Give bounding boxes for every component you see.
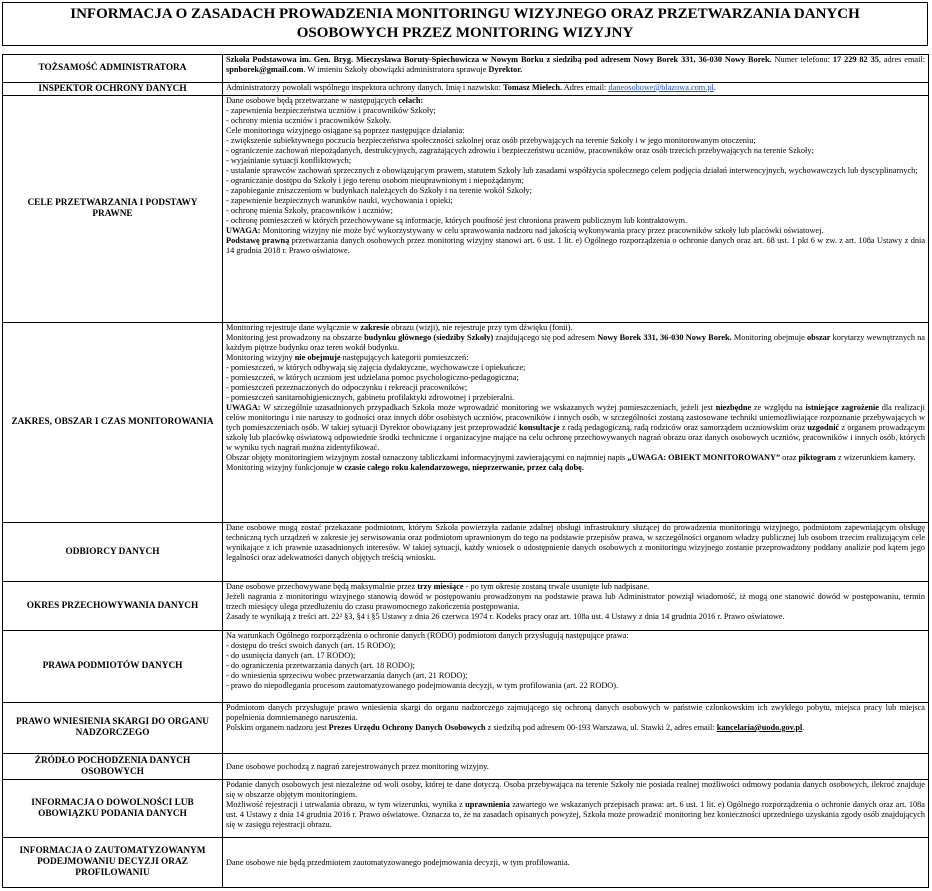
cele-line: - ustalanie sprawców zachowań sprzecznych z obowiązującym prawem, statutem Szkoły lub zasadami współżycia społecznego celem podjęcia działań interwencyjnych, wychowawczych lub dyscyplinarnych; [226,166,918,175]
content-dobrowolnosc [223,780,929,838]
zakres-p2 [226,333,925,353]
cele-uwaga-label: UWAGA: [226,226,261,235]
cele-line: - zwiększenie subiektywnego poczucia bezpieczeństwa społeczności szkolnej oraz osób przebywających na terenie Szkoły i w jego monitorowanym otoczeniu; [226,136,756,145]
zakres-text: z organem prowadzącym szkołę lub placówkę oświatową odpowiednie środki techniczne i organizacyjne mające na celu ochronę przechowywanych nagrań obrazu oraz danych osobowych uczniów, pracowników i innych osób, których w wyniku tych nagrań można zidentyfikować. [226,423,925,452]
admin-name: Szkoła Podstawowa im. Gen. Bryg. Mieczysława Boruty-Spiechowicza w Nowym Borku z siedzibą pod adresem Nowy Borek 331, 36-030 Nowy Borek. [226,55,772,64]
zakres-bold: w czasie całego roku kalendarzowego, nieprzerwanie, przez całą dobę. [336,463,584,472]
cele-line: - zapewnienie bezpiecznych warunków nauki, wychowania i opieki; [226,196,453,205]
admin-phone-prefix: Numer telefonu: [771,55,833,64]
okres-p1 [226,582,925,592]
zakres-text: z wizerunkiem kamery. [835,453,916,462]
iod-end: . [713,83,716,92]
skarga-bold: Prezes Urzędu Ochrony Danych Osobowych [328,723,486,732]
cele-intro-bold: celach: [398,96,424,105]
document [2,2,928,888]
okres-text: Dane osobowe przechowywane będą maksymalnie przez [226,582,418,591]
heading-zakres: ZAKRES, OBSZAR I CZAS MONITOROWANIA [3,323,223,523]
cele-line: - wyjaśnianie sytuacji konfliktowych; [226,156,352,165]
zakres-text: obrazu (wizji), nie rejestruje przy tym dźwięku (fonii). [389,323,573,332]
iod-text: Administratorzy powołali wspólnego inspektora ochrony danych. Imię i nazwisko: [226,83,503,92]
row-okres [3,582,929,631]
row-profilowanie [3,838,929,888]
zakres-bold: Nowy Borek 331, 36-030 Nowy Borek. [597,333,732,342]
zakres-text: Monitoring wizyjny [226,353,295,362]
dobrowolnosc-p2 [226,800,925,830]
row-administrator [3,55,929,83]
content-prawa [223,631,929,703]
admin-tail: . W imieniu Szkoły obowiązki administratora sprawuje [303,65,489,74]
content-skarga [223,703,929,754]
zakres-line: - pomieszczeń, w których odbywają się zajęcia dydaktyczne, wychowawcze i opiekuńcze; [226,363,526,372]
cele-line: - ograniczanie dostępu do Szkoły i jego terenu osobom nieuprawnionym i niepożądanym; [226,176,524,185]
cele-intro-text: Dane osobowe będą przetwarzane w następujących [226,96,399,105]
content-administrator [223,55,929,83]
cele-intro [226,96,925,106]
dobrowolnosc-text: Możliwość rejestracji i utrwalania obrazu, w tym wizerunku, wynika z [226,800,466,809]
zakres-text: Monitoring wizyjny funkcjonuje [226,463,337,472]
zakres-bold: zakresie [360,323,390,332]
row-odbiorcy [3,523,929,582]
cele-line: - ochronę pomieszczeń w których przechowywane są informacje, których poufność jest chroniona prawem publicznym lub kontraktowym. [226,216,688,225]
zakres-text: następujących kategorii pomieszczeń: [340,353,469,362]
cele-line: - zapobieganie zniszczeniom w budynkach należących do Szkoły i na terenie wokół Szkoły; [226,186,532,195]
skarga-text: z siedzibą pod adresem 00-193 Warszawa, ul. Stawki 2, adres email: [485,723,717,732]
zakres-text: znajdującego się pod adresem [493,333,598,342]
heading-prawa: PRAWA PODMIOTÓW DANYCH [3,631,223,703]
zakres-text: Monitoring jest prowadzony na obszarze [226,333,365,342]
info-table [2,54,929,888]
page-title: INFORMACJA O ZASADACH PROWADZENIA MONITORINGU WIZYJNEGO ORAZ PRZETWARZANIA DANYCH OSOBOWYCH PRZEZ MONITORING WIZYJNY [2,2,928,46]
heading-zrodlo: ŹRÓDŁO POCHODZENIA DANYCH OSOBOWYCH [3,754,223,780]
zakres-line: - pomieszczeń przeznaczonych do odpoczynku i rekreacji pracowników; [226,383,468,392]
heading-dobrowolnosc: INFORMACJA O DOWOLNOŚCI LUB OBOWIĄZKU PODANIA DANYCH [3,780,223,838]
row-prawa [3,631,929,703]
row-dobrowolnosc [3,780,929,838]
cele-line: - zapewnienia bezpieczeństwa uczniów i pracowników Szkoły; [226,106,436,115]
content-profilowanie: Dane osobowe nie będą przedmiotem zautomatyzowanego podejmowania decyzji, w tym profilowania. [223,838,929,888]
admin-email-prefix: , adres email: [878,55,926,64]
zakres-text: ze względu na [751,403,806,412]
skarga-text: . [802,723,805,732]
dobrowolnosc-p1: Podanie danych osobowych jest niezależne od woli osoby, której te dane dotyczą. Osoba przebywająca na terenie Szkoły nie posiada realnej możliwości odmowy podania danych osobowych, ilekroć znajduje się w obszarze objętym monitoringiem. [226,780,925,799]
zakres-text: oraz [780,453,799,462]
cele-basis [226,236,925,256]
zakres-czas [226,463,925,473]
iod-name: Tomasz Mielech. [502,83,563,92]
zakres-bold: obszar [806,333,831,342]
row-cele [3,96,929,323]
skarga-text: Polskim organem nadzoru jest [226,723,329,732]
cele-basis-label: Podstawę prawną [226,236,290,245]
zakres-p3 [226,353,925,363]
content-zrodlo: Dane osobowe pochodzą z nagrań zarejestrowanych przez monitoring wizyjny. [223,754,929,780]
dobrowolnosc-text: zawartego we wskazanych przepisach prawa: art. 6 ust. 1 lit. e) Ogólnego rozporządzenia o ochronie danych oraz art. 108a ust. 4 Ustawy z dnia 14 grudnia 2016 r. Prawo oświatowe. Oznacza to, że na zasadach opisanych powyżej, Szkoła może prowadzić monitoring bez konieczności uprzedniego uzyskania zgody osób znajdujących się w zasięgu rejestracji obrazu. [226,800,925,829]
row-zrodlo [3,754,929,780]
zakres-bold: piktogram [798,453,836,462]
zakres-line: - pomieszczeń sanitarnohigienicznych, gabinetu profilaktyki zdrowotnej i przebieralni. [226,393,515,402]
heading-administrator: TOŻSAMOŚĆ ADMINISTRATORA [3,55,223,83]
zakres-text: Monitoring obejmuje [731,333,807,342]
cele-uwaga-text: Monitoring wizyjny nie może być wykorzystywany w celu sprawowania nadzoru nad jakością wykonywania pracy przez pracowników szkoły lub placówki oświatowej. [260,226,824,235]
zakres-bold: niezbędne [715,403,752,412]
iod-email-prefix: Adres email: [562,83,609,92]
cele-uwaga [226,226,925,236]
zakres-obszar [226,453,925,463]
prawa-line: - do wniesienia sprzeciwu wobec przetwarzania danych (art. 21 RODO); [226,671,468,680]
heading-profilowanie: INFORMACJA O ZAUTOMATYZOWANYM PODEJMOWANIU DECYZJI ORAZ PROFILOWANIU [3,838,223,888]
zakres-text: W szczególnie uzasadnionych przypadkach Szkoła może wprowadzić monitoring we wskazanych wyżej pomieszczeniach, jeżeli jest [260,403,716,412]
zakres-bold: uzgodnić [807,423,840,432]
okres-bold: trzy miesiące [417,582,464,591]
admin-email[interactable]: spnborek@gmail.com [226,65,304,74]
content-iod [223,83,929,96]
content-okres [223,582,929,631]
prawa-line: Na warunkach Ogólnego rozporządzenia o ochronie danych (RODO) podmiotom danych przysługują następujące prawa: [226,631,629,640]
cele-line: - ochronę mienia Szkoły, pracowników i uczniów; [226,206,393,215]
heading-iod: INSPEKTOR OCHRONY DANYCH [3,83,223,96]
zakres-bold: nie obejmuje [294,353,341,362]
heading-okres: OKRES PRZECHOWYWANIA DANYCH [3,582,223,631]
prawa-line: - prawo do niepodlegania procesom zautomatyzowanego podejmowania decyzji, w tym profilowania (art. 22 RODO). [226,681,619,690]
okres-p2: Jeżeli nagrania z monitoringu wizyjnego stanowią dowód w postępowaniu prowadzonym na podstawie prawa lub Administrator powziął wiadomość, iż mogą one stanowić dowód w postępowaniu, termin trzech miesięcy ulega przedłużeniu do czasu prawomocnego zakończenia postępowania. [226,592,925,611]
heading-odbiorcy: ODBIORCY DANYCH [3,523,223,582]
content-cele [223,96,929,323]
admin-phone: 17 229 82 35 [832,55,879,64]
cele-line: - ograniczenie zachowań niepożądanych, destrukcyjnych, zagrażających zdrowiu i bezpieczeństwu uczniów, pracowników oraz osób trzecich przebywających na terenie Szkoły; [226,146,814,155]
skarga-p1: Podmiotom danych przysługuje prawo wniesienia skargi do organu nadzorczego zajmującego się ochroną danych osobowych w państwie członkowskim ich zwykłego pobytu, miejsca pracy lub miejsca popełnienia domniemanego naruszenia. [226,703,925,722]
prawa-line: - do usunięcia danych (art. 17 RODO); [226,651,356,660]
okres-text: - po tym okresie zostaną trwale usunięte lub nadpisane. [463,582,650,591]
zakres-p1 [226,323,925,333]
row-iod [3,83,929,96]
skarga-p2 [226,723,925,733]
prawa-line: - do ograniczenia przetwarzania danych (art. 18 RODO); [226,661,415,670]
prawa-line: - dostępu do treści swoich danych (art. 15 RODO); [226,641,396,650]
zakres-bold: budynku głównego (siedziby Szkoły) [364,333,494,342]
content-zakres [223,323,929,523]
cele-basis-text: przetwarzania danych osobowych przez monitoring wizyjny stanowi art. 6 ust. 1 lit. e) Ogólnego rozporządzenia o ochronie danych oraz art. 68 ust. 1 pkt 6 w zw. z art. 108a Ustawy z dnia 14 grudnia 2018 r. Prawo oświatowe. [226,236,926,255]
cele-line: - ochrony mienia uczniów i pracowników Szkoły. [226,116,392,125]
zakres-line: - pomieszczeń, w których uczniom jest udzielana pomoc psychologiczno-pedagogiczna; [226,373,519,382]
cele-line: Cele monitoringu wizyjnego osiągane są poprzez następujące działania: [226,126,465,135]
iod-email-link[interactable]: daneosobowe@blazowa.com.pl [608,83,714,92]
heading-cele: CELE PRZETWARZANIA I PODSTAWY PRAWNE [3,96,223,323]
content-odbiorcy: Dane osobowe mogą zostać przekazane podmiotom, którym Szkoła powierzyła zadanie zdalnej obsługi infrastruktury służącej do prowadzenia monitoringu wizyjnego, podmiotom zapewniającym obsługę techniczną tych urządzeń w zakresie jej serwisowania oraz podmiotom uprawnionym do tego na podstawie przepisów prawa, w szczególności organom władzy publicznej lub osobom trzecim realizującym cele wynikające z ich prawnie uzasadnionych interesów. W takiej sytuacji, każdy wniosek o udostępnienie danych osobowych z monitoringu wizyjnego zostanie przeprowadzony poddany analizie pod kątem jego legalności oraz adekwatności danych objętych treścią wniosku. [223,523,929,582]
skarga-email-link[interactable]: kancelaria@uodo.gov.pl [716,723,803,732]
row-zakres [3,323,929,523]
zakres-bold: istniejące zagrożenie [805,403,879,412]
dobrowolnosc-bold: uprawnienia [465,800,510,809]
admin-role: Dyrektor. [488,65,523,74]
zakres-bold: UWAGA: [226,403,261,412]
heading-skarga: PRAWO WNIESIENIA SKARGI DO ORGANU NADZORCZEGO [3,703,223,754]
zakres-text: Obszar objęty monitoringiem wizyjnym został oznaczony tabliczkami informacyjnymi zawierającymi co najmniej napis [226,453,628,462]
zakres-text: korytarzy wewnętrznych na każdym piętrze budynku oraz teren wokół budynku. [226,333,925,352]
okres-p3: Zasady te wynikają z treści art. 22² §3, §4 i §5 Ustawy z dnia 26 czerwca 1974 r. Kodeks pracy oraz art. 108a ust. 4 Ustawy z dnia 14 grudnia 2016 r. Prawo oświatowe. [226,612,785,621]
zakres-text: dla realizacji celów monitoringu i nie naruszy to godności oraz innych dóbr osobistych uczniów, pracowników i innych osób, w szczególności zostaną zastosowane techniki uniemożliwiające rozpoznanie przebywających w tych pomieszczeniach osób. W takiej sytuacji Dyrektor obowiązany jest przeprowadzić [226,403,925,432]
zakres-uwaga [226,403,925,453]
row-skarga [3,703,929,754]
zakres-text: z radą pedagogiczną, radą rodziców oraz samorządem uczniowskim oraz [559,423,808,432]
zakres-text: Monitoring rejestruje dane wyłącznie w [226,323,361,332]
zakres-bold: konsultacje [519,423,560,432]
zakres-bold: „UWAGA: OBIEKT MONITOROWANY” [627,453,781,462]
